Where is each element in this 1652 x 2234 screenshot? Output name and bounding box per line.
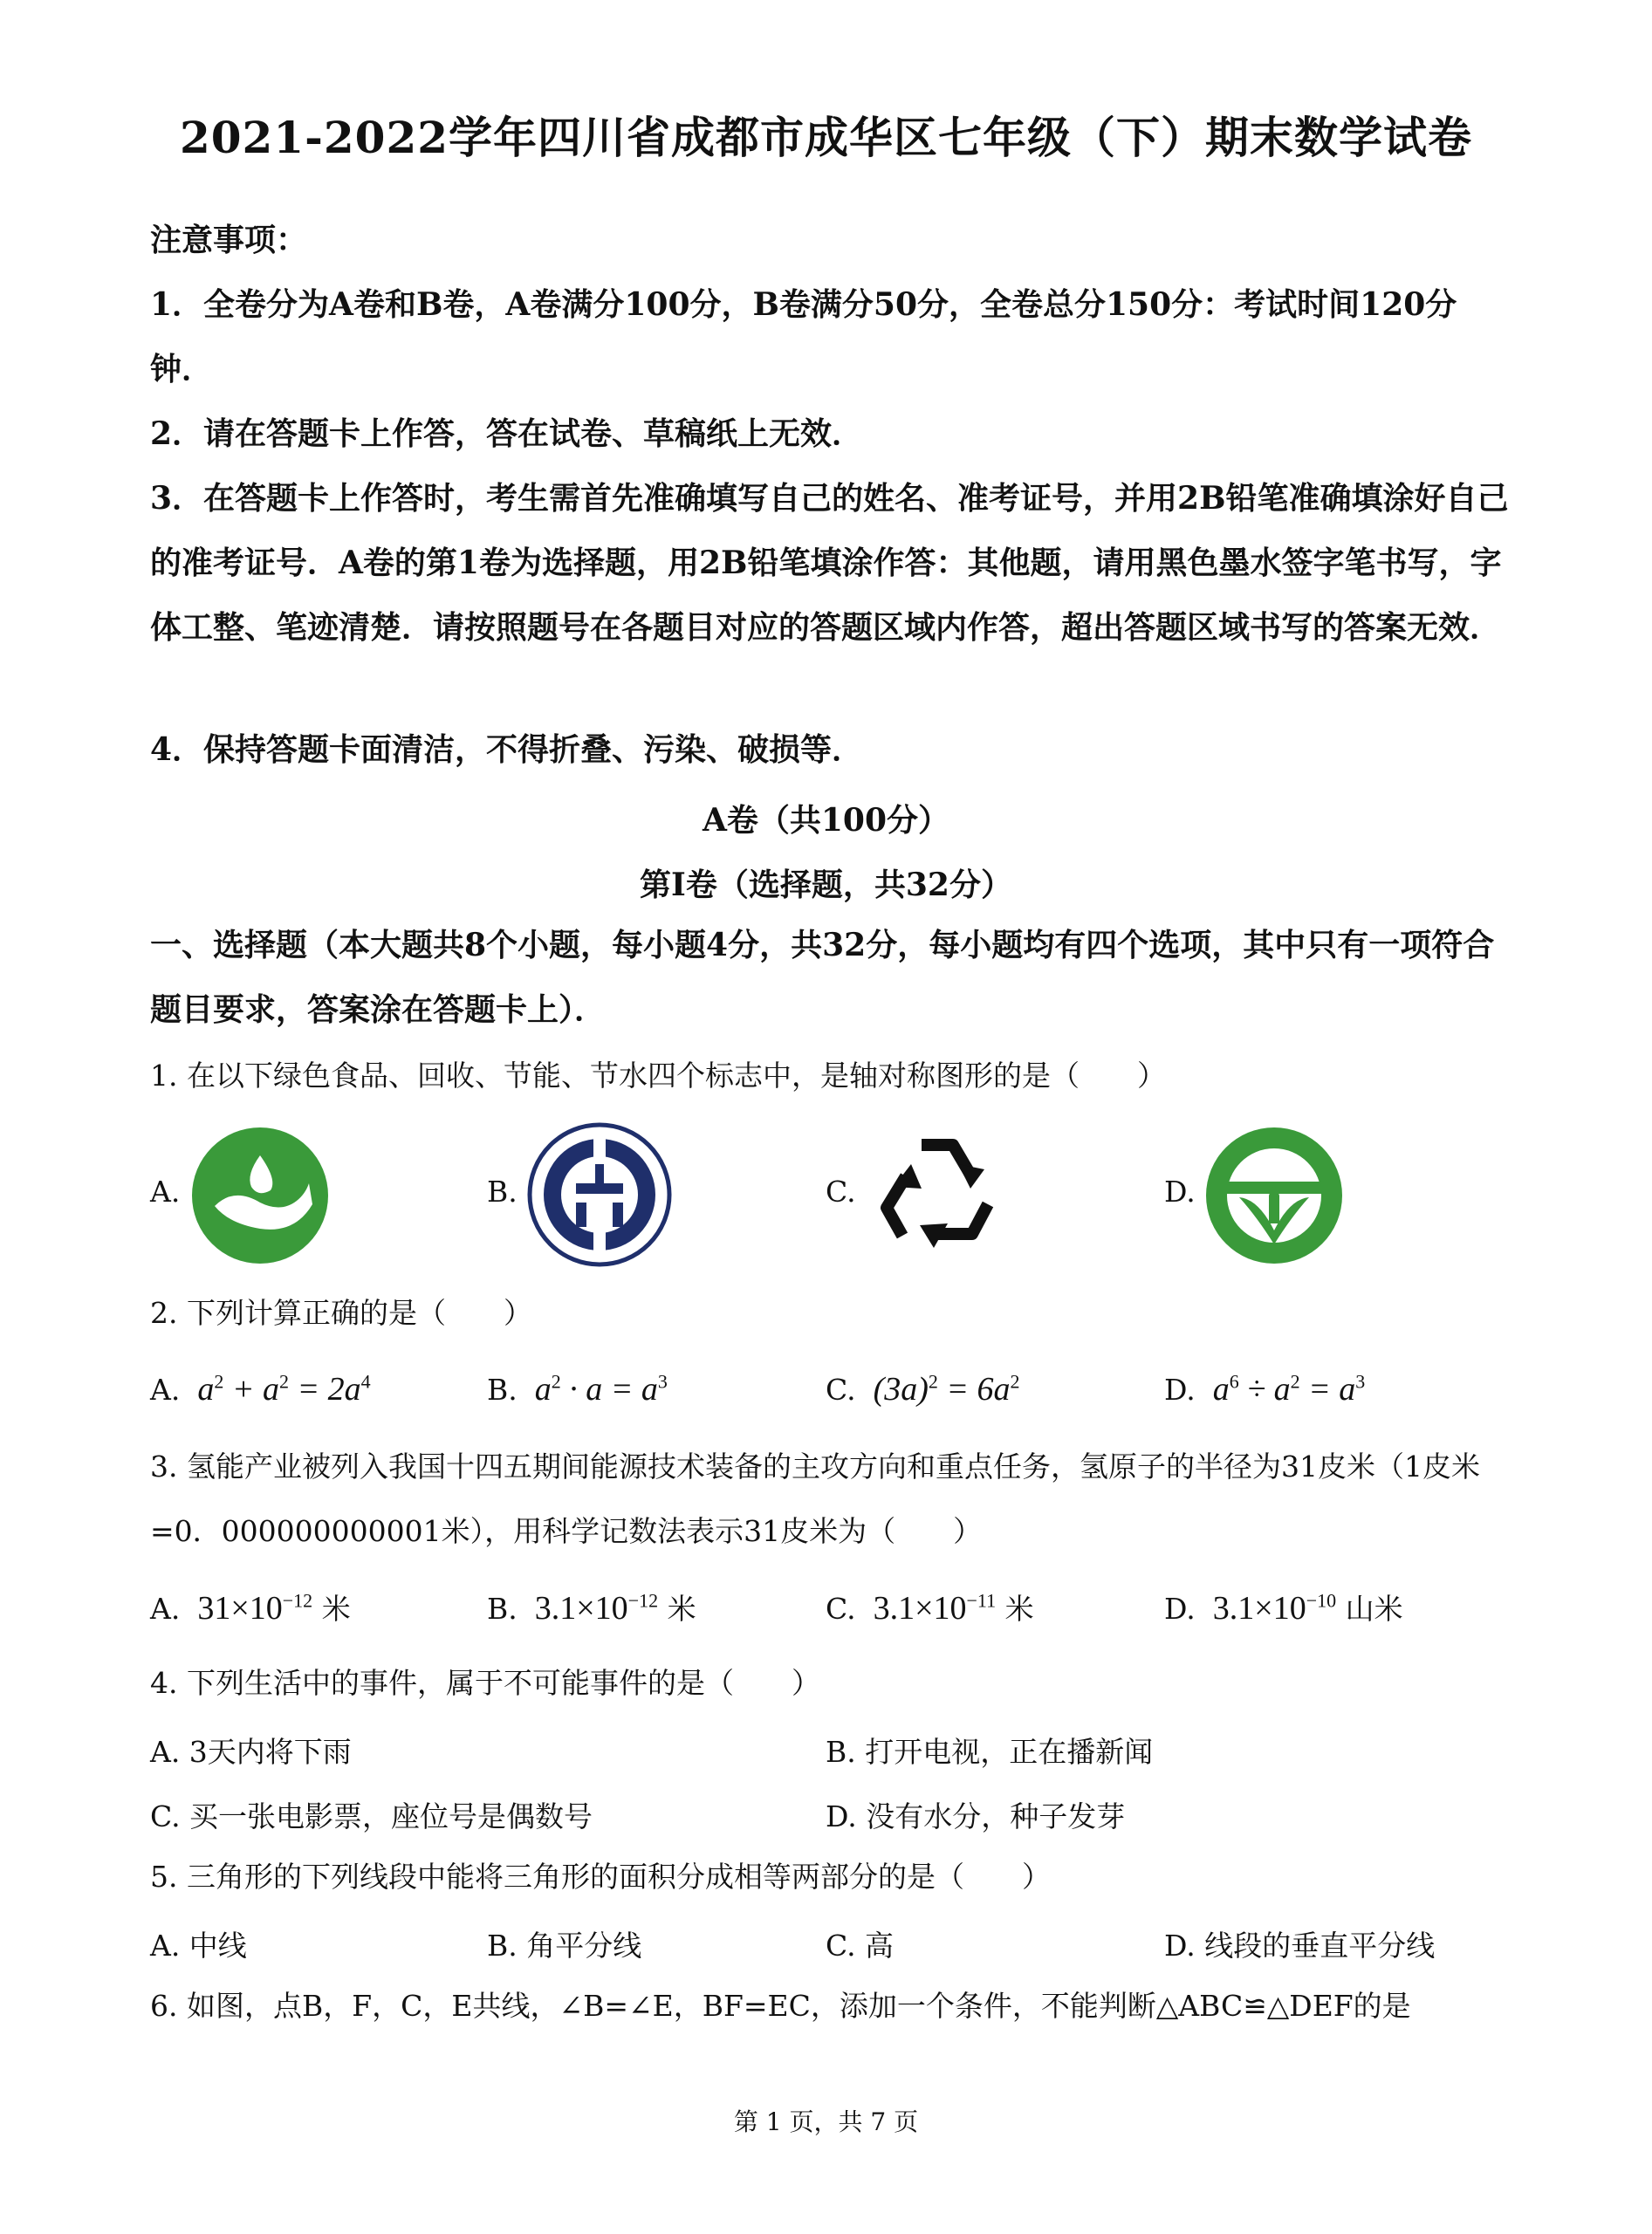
section-a-heading: A卷（共100分）	[702, 802, 950, 839]
recycle-logo-icon	[867, 1129, 1007, 1260]
section-1-heading: 第Ⅰ卷（选择题，共32分）	[640, 867, 1012, 903]
q5-option-c: C. 高	[826, 1929, 895, 1963]
part-one-instructions: 一、选择题（本大题共8个小题，每小题4分，共32分，每小题均有四个选项，其中只有一项符合题目要求，答案涂在答题卡上）．	[150, 927, 1495, 1028]
q2-option-b	[487, 1370, 668, 1408]
question-5-stem: 5. 三角形的下列线段中能将三角形的面积分成相等两部分的是（ ）	[150, 1860, 1051, 1894]
q3-option-a-formula: $31\times 10^{-12}$	[189, 1589, 313, 1627]
q2-option-c	[826, 1370, 1020, 1408]
q2-option-d	[1164, 1370, 1365, 1408]
q3-option-a-label: A.	[150, 1592, 181, 1626]
q1-option-d-label: D.	[1164, 1175, 1196, 1209]
q3-option-b	[487, 1586, 696, 1628]
question-4-stem: 4. 下列生活中的事件，属于不可能事件的是（ ）	[150, 1666, 820, 1700]
q2-option-a	[150, 1370, 371, 1408]
q3-option-d	[1164, 1586, 1403, 1628]
q3-option-d-unit: 山米	[1345, 1592, 1403, 1626]
notice-heading: 注意事项：	[150, 222, 308, 258]
q1-option-c-label: C.	[826, 1175, 856, 1209]
q3-option-a-unit: 米	[321, 1592, 351, 1626]
q5-option-d: D. 线段的垂直平分线	[1164, 1929, 1436, 1963]
page-title: 2021-2022学年四川省成都市成华区七年级（下）期末数学试卷	[179, 112, 1473, 163]
question-2-stem: 2. 下列计算正确的是（ ）	[150, 1296, 532, 1330]
q3-option-d-label: D.	[1164, 1592, 1196, 1626]
q3-option-a	[150, 1586, 351, 1628]
notice-3: 3．在答题卡上作答时，考生需首先准确填写自己的姓名、准考证号，并用2B铅笔准确填涂好自己的准考证号．A卷的第1卷为选择题，用2B铅笔填涂作答：其他题，请用黑色墨水签字笔书写，字体工整、笔迹清楚．请按照题号在各题目对应的答题区域内作答，超出答题区域书写的答案无效．	[150, 480, 1509, 646]
q2-option-c-label: C.	[826, 1373, 856, 1407]
q5-option-b: B. 角平分线	[487, 1929, 642, 1963]
q2-option-b-formula: $a^2 \cdot a = a^3$	[526, 1370, 668, 1408]
notice-2: 2．请在答题卡上作答，答在试卷、草稿纸上无效．	[150, 415, 864, 452]
q4-option-d: D. 没有水分，种子发芽	[826, 1799, 1126, 1833]
q2-option-a-label: A.	[150, 1373, 181, 1407]
q3-option-c-formula: $3.1\times 10^{-11}$	[865, 1589, 997, 1627]
q2-option-a-formula: $a^2 + a^2 = 2a^4$	[189, 1370, 371, 1408]
water-saving-logo-icon	[1204, 1126, 1344, 1265]
question-3-stem: 3. 氢能产业被列入我国十四五期间能源技术装备的主攻方向和重点任务，氢原子的半径为31皮米（1皮米=0．000000000001米），用科学记数法表示31皮米为（ ）	[150, 1449, 1480, 1548]
notice-4: 4．保持答题卡面清洁，不得折叠、污染、破损等．	[150, 731, 864, 768]
q2-option-d-label: D.	[1164, 1373, 1196, 1407]
q2-option-d-formula: $a^6 \div a^2 = a^3$	[1204, 1370, 1366, 1408]
notice-1: 1．全卷分为A卷和B卷，A卷满分100分，B卷满分50分，全卷总分150分：考试时间120分钟．	[150, 286, 1457, 387]
question-6-stem: 6. 如图，点B，F，C，E共线，∠B=∠E，BF=EC，添加一个条件，不能判断△ABC≌△DEF的是	[150, 1989, 1411, 2023]
page-footer: 第 1 页，共 7 页	[733, 2107, 919, 2136]
q1-option-b-label: B.	[487, 1175, 518, 1209]
q3-option-c	[826, 1586, 1034, 1628]
q3-option-b-formula: $3.1\times 10^{-12}$	[526, 1589, 659, 1627]
q2-option-b-label: B.	[487, 1373, 518, 1407]
q3-option-c-unit: 米	[1004, 1592, 1034, 1626]
q3-option-d-formula: $3.1\times 10^{-10}$	[1204, 1589, 1337, 1627]
q3-option-c-label: C.	[826, 1592, 856, 1626]
q4-option-b: B. 打开电视，正在播新闻	[826, 1735, 1154, 1769]
q2-option-c-formula: $(3a)^2 = 6a^2$	[865, 1370, 1020, 1408]
energy-saving-logo-icon	[527, 1122, 672, 1267]
q3-option-b-unit: 米	[667, 1592, 696, 1626]
q5-option-a: A. 中线	[150, 1929, 247, 1963]
q4-option-a: A. 3天内将下雨	[150, 1735, 352, 1769]
q1-option-a-label: A.	[150, 1175, 181, 1209]
green-food-logo-icon	[190, 1126, 330, 1265]
q3-option-b-label: B.	[487, 1592, 518, 1626]
q4-option-c: C. 买一张电影票，座位号是偶数号	[150, 1799, 593, 1833]
question-1-stem: 1. 在以下绿色食品、回收、节能、节水四个标志中，是轴对称图形的是（ ）	[150, 1059, 1166, 1093]
